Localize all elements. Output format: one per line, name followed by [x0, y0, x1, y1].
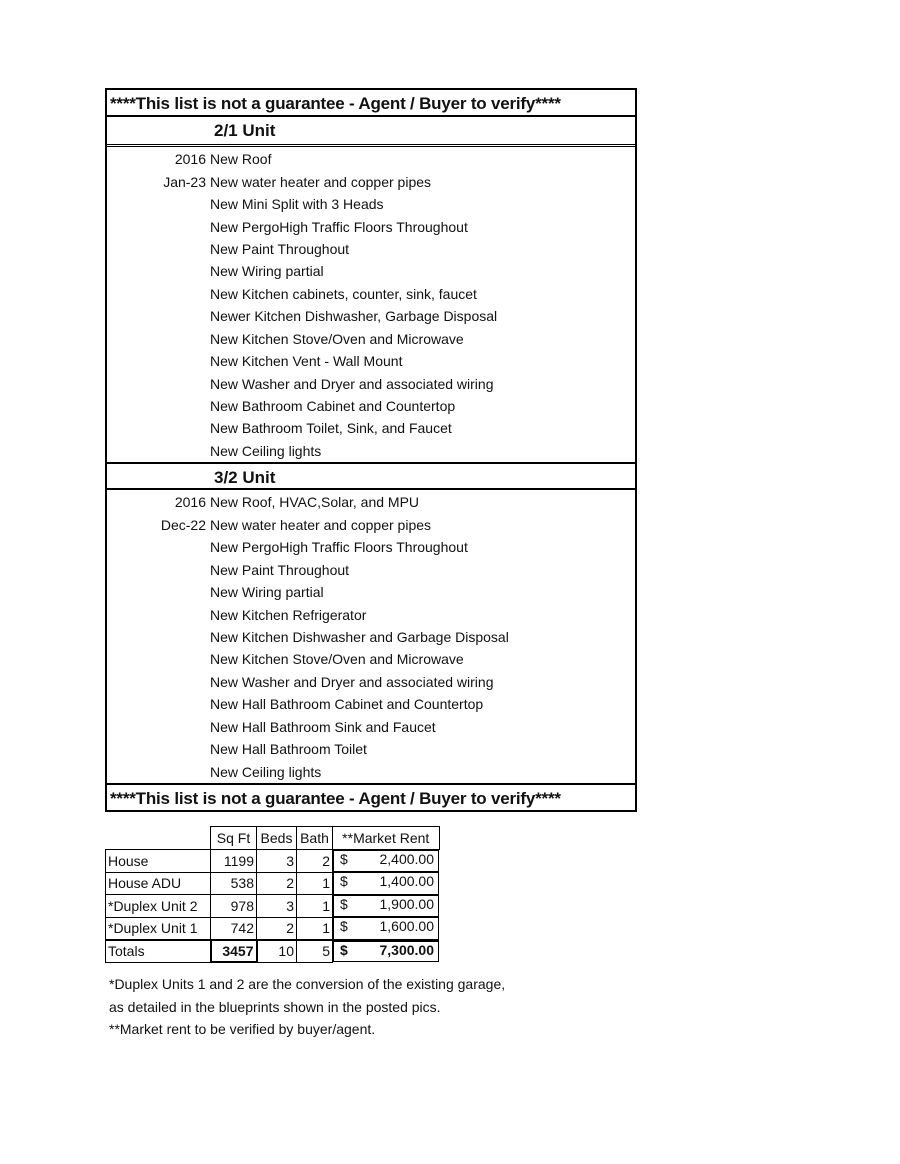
item-description: New Ceiling lights [210, 442, 322, 459]
item-description: New Kitchen Vent - Wall Mount [210, 353, 403, 370]
list-item [107, 372, 635, 394]
item-description: New Roof, HVAC,Solar, and MPU [210, 494, 420, 511]
item-description: New Wiring partial [210, 584, 324, 601]
list-item [107, 603, 635, 625]
list-item [107, 648, 635, 670]
item-description: New Kitchen cabinets, counter, sink, faucet [210, 285, 477, 302]
currency-symbol: $ [340, 850, 348, 867]
item-description: New Kitchen Stove/Oven and Microwave [210, 651, 464, 668]
item-description: New Washer and Dryer and associated wiring [210, 673, 494, 690]
item-description: New Washer and Dryer and associated wiring [210, 375, 494, 392]
list-item [107, 350, 635, 372]
sqft-value: 978 [211, 895, 257, 918]
list-item [107, 514, 635, 536]
totals-sqft: 3457 [211, 940, 257, 963]
item-description: New PergoHigh Traffic Floors Throughout [210, 539, 468, 556]
item-description: New Mini Split with 3 Heads [210, 196, 384, 213]
beds-value: 2 [257, 917, 297, 940]
rent-value: 2,400.00 [379, 850, 434, 867]
disclaimer-banner-top: ****This list is not a guarantee - Agent / Buyer to verify**** [107, 90, 635, 117]
list-item [107, 581, 635, 603]
currency-symbol: $ [340, 895, 348, 912]
totals-beds: 10 [257, 940, 297, 963]
item-date: 2016 [174, 494, 206, 511]
list-item [107, 760, 635, 782]
item-description: New PergoHigh Traffic Floors Throughout [210, 218, 468, 235]
summary-table [105, 826, 440, 963]
list-item [107, 305, 635, 327]
list-item [107, 148, 635, 170]
item-description: New Kitchen Dishwasher and Garbage Disposal [210, 628, 509, 645]
property-name: *Duplex Unit 2 [106, 895, 211, 918]
list-item [107, 395, 635, 417]
property-name: House ADU [106, 872, 211, 895]
footnote-market-rent: **Market rent to be verified by buyer/agent. [109, 1021, 376, 1037]
unit-21-items [107, 147, 635, 462]
totals-row [106, 940, 440, 963]
currency-symbol: $ [340, 941, 348, 958]
rent-value: 1,600.00 [379, 918, 434, 934]
bath-value: 1 [297, 895, 333, 918]
item-description: New Wiring partial [210, 263, 324, 280]
rent-value: 1,900.00 [379, 895, 434, 912]
table-row [106, 917, 440, 940]
list-item [107, 328, 635, 350]
list-item [107, 626, 635, 648]
list-item [107, 491, 635, 513]
item-description: New Hall Bathroom Cabinet and Countertop [210, 696, 484, 713]
list-item [107, 170, 635, 192]
item-description: New water heater and copper pipes [210, 516, 432, 533]
item-description: Newer Kitchen Dishwasher, Garbage Disposal [210, 308, 498, 325]
property-name: *Duplex Unit 1 [106, 917, 211, 940]
property-name: House [106, 849, 211, 872]
item-description: New Kitchen Refrigerator [210, 606, 367, 623]
unit-32-items [107, 490, 635, 783]
list-item [107, 215, 635, 237]
list-item [107, 440, 635, 462]
beds-value: 2 [257, 872, 297, 895]
blank-header-cell [106, 827, 211, 850]
list-item [107, 738, 635, 760]
market-rent [333, 872, 439, 895]
beds-value: 3 [257, 849, 297, 872]
list-item [107, 536, 635, 558]
item-description: New Paint Throughout [210, 561, 350, 578]
summary-header-row [106, 827, 440, 850]
totals-label: Totals [106, 940, 211, 963]
list-item [107, 693, 635, 715]
header-sqft: Sq Ft [211, 827, 257, 850]
market-rent [333, 895, 439, 918]
item-description: New Kitchen Stove/Oven and Microwave [210, 330, 464, 347]
unit-32-header: 3/2 Unit [107, 462, 635, 490]
list-item [107, 260, 635, 282]
item-description: New Bathroom Cabinet and Countertop [210, 398, 456, 415]
sqft-value: 538 [211, 872, 257, 895]
table-row [106, 872, 440, 895]
list-item [107, 238, 635, 260]
list-item [107, 283, 635, 305]
totals-bath: 5 [297, 940, 333, 963]
header-beds: Beds [257, 827, 297, 850]
table-row [106, 849, 440, 872]
rent-value: 7,300.00 [379, 941, 434, 958]
currency-symbol: $ [340, 873, 348, 889]
item-description: New Bathroom Toilet, Sink, and Faucet [210, 420, 452, 437]
footnote-blueprints: as detailed in the blueprints shown in the posted pics. [109, 998, 441, 1015]
disclaimer-banner-bottom: ****This list is not a guarantee - Agent / Buyer to verify**** [107, 783, 635, 810]
sqft-value: 742 [211, 917, 257, 940]
table-row [106, 895, 440, 918]
item-description: New Ceiling lights [210, 763, 322, 780]
totals-rent [333, 940, 439, 963]
list-item [107, 558, 635, 580]
rent-value: 1,400.00 [379, 873, 434, 889]
bath-value: 2 [297, 849, 333, 872]
footnotes [109, 973, 505, 1041]
item-description: New Paint Throughout [210, 240, 350, 257]
header-market-rent: **Market Rent [333, 827, 440, 850]
item-date: Jan-23 [163, 173, 206, 190]
market-rent [333, 917, 439, 940]
bath-value: 1 [297, 917, 333, 940]
list-item [107, 417, 635, 439]
unit-21-header: 2/1 Unit [107, 117, 635, 147]
currency-symbol: $ [340, 918, 348, 934]
list-item [107, 671, 635, 693]
list-item [107, 193, 635, 215]
item-description: New Hall Bathroom Sink and Faucet [210, 718, 436, 735]
bath-value: 1 [297, 872, 333, 895]
item-description: New water heater and copper pipes [210, 173, 432, 190]
item-date: 2016 [174, 151, 206, 168]
improvements-list [105, 88, 637, 812]
item-date: Dec-22 [160, 516, 206, 533]
item-description: New Hall Bathroom Toilet [210, 741, 367, 758]
header-bath: Bath [297, 827, 333, 850]
sqft-value: 1199 [211, 849, 257, 872]
beds-value: 3 [257, 895, 297, 918]
footnote-duplex: *Duplex Units 1 and 2 are the conversion of the existing garage, [109, 976, 506, 992]
list-item [107, 716, 635, 738]
market-rent [333, 850, 439, 873]
item-description: New Roof [210, 151, 272, 168]
